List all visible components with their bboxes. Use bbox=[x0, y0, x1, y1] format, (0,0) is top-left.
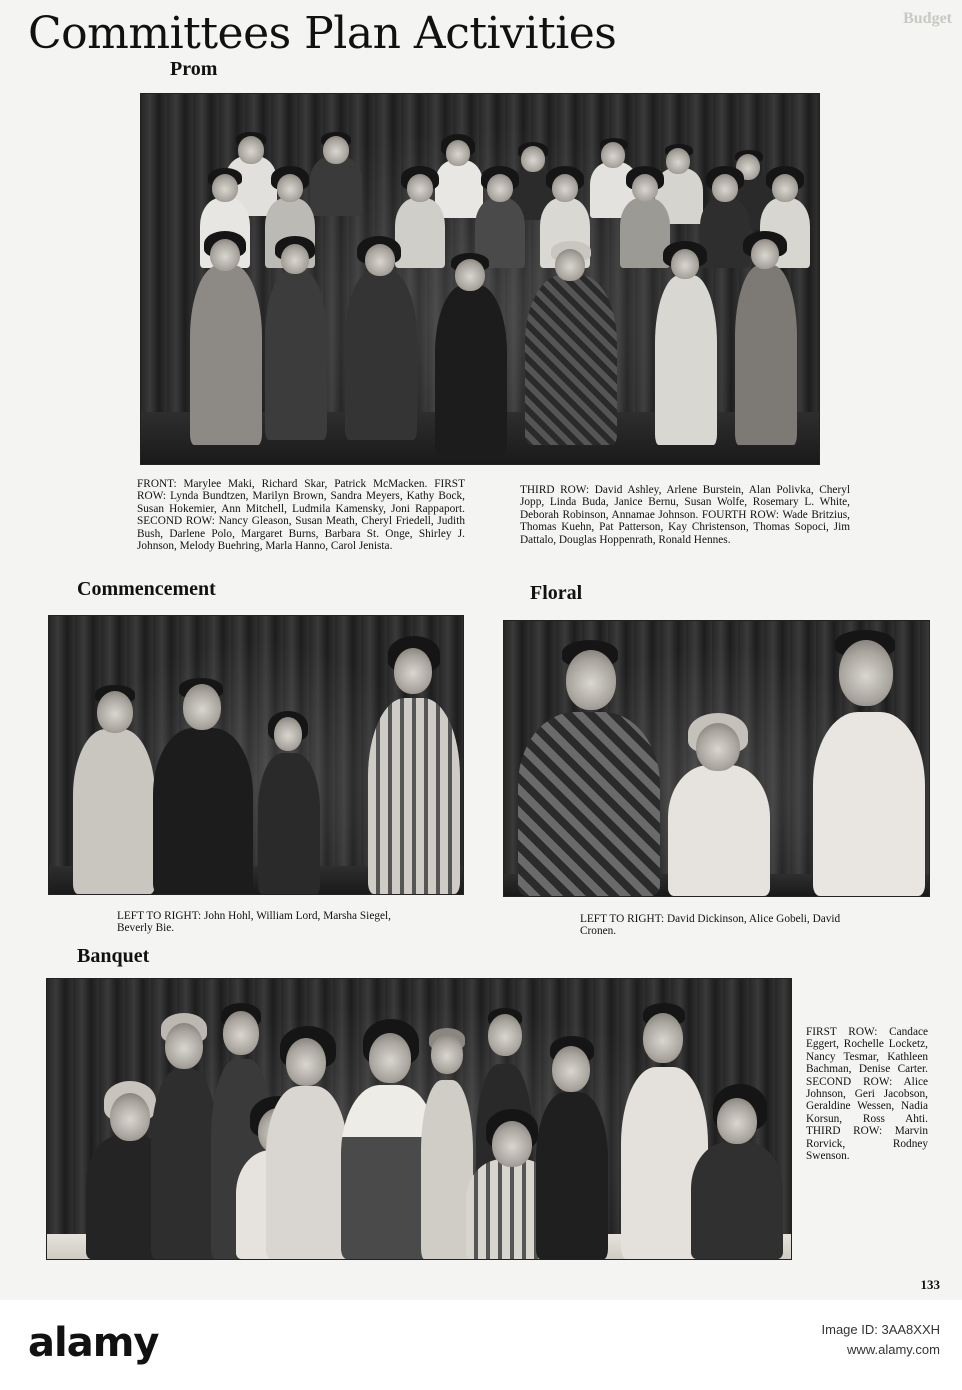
banquet-photo bbox=[46, 978, 792, 1260]
stock-url: www.alamy.com bbox=[847, 1342, 940, 1357]
page-number: 133 bbox=[920, 1277, 940, 1292]
floral-photo bbox=[503, 620, 930, 897]
stock-image-id: Image ID: 3AA8XXH bbox=[821, 1322, 940, 1337]
commencement-caption: LEFT TO RIGHT: John Hohl, William Lord, Marsha Siegel, Beverly Bie. bbox=[117, 910, 391, 935]
commencement-heading: Commencement bbox=[77, 578, 216, 600]
stock-watermark-bar bbox=[0, 1300, 962, 1390]
commencement-photo bbox=[48, 615, 464, 895]
floral-heading: Floral bbox=[530, 582, 583, 604]
stock-logo: alamy bbox=[28, 1320, 159, 1366]
bleed-through-heading: Budget bbox=[903, 10, 952, 27]
prom-caption-right: THIRD ROW: David Ashley, Arlene Burstein, Alan Polivka, Cheryl Jopp, Linda Buda, Janice Bernu, Susan Wolfe, Rosemary L. White, Deborah Robinson, Annamae Johnson. FOURTH ROW: Wade Britzius, Thomas Kuehn, Pat Patterson, Kay Christenson, Thomas Sopoci, Jim Dattalo, Douglas Hoppenrath, Ronald Hennes. bbox=[520, 484, 850, 546]
prom-photo bbox=[140, 93, 820, 465]
banquet-heading: Banquet bbox=[77, 945, 150, 967]
floral-caption: LEFT TO RIGHT: David Dickinson, Alice Gobeli, David Cronen. bbox=[580, 913, 841, 938]
page-title: Committees Plan Activities bbox=[28, 8, 617, 59]
prom-caption-left: FRONT: Marylee Maki, Richard Skar, Patrick McMacken. FIRST ROW: Lynda Bundtzen, Marilyn Brown, Sandra Meyers, Kathy Bock, Susan Hokemier, Ann Mitchell, Ludmila Kamensky, Joni Rappaport. SECOND ROW: Nancy Gleason, Susan Meath, Cheryl Friedell, Judith Bush, Darlene Polo, Margaret Burns, Barbara St. Onge, Shirley J. Johnson, Melody Buehring, Marla Hanno, Carol Jenista. bbox=[137, 478, 465, 553]
prom-heading: Prom bbox=[170, 58, 218, 80]
banquet-caption: FIRST ROW: Candace Eggert, Rochelle Locketz, Nancy Tesmar, Kathleen Bachman, Denise Carter. SECOND ROW: Alice Johnson, Geri Jacobson, Geraldine Wessen, Nadia Korsun, Ross Ahti. THIRD ROW: Marvin Rorvick, Rodney Swenson. bbox=[806, 1026, 928, 1163]
